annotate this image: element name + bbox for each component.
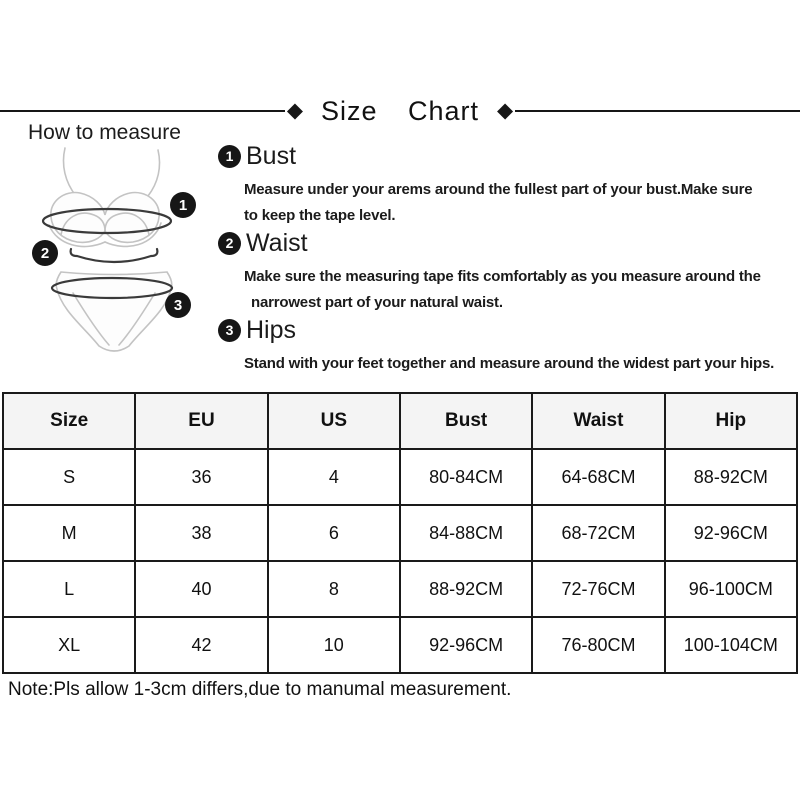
bikini-top-illustration: [49, 193, 161, 247]
measurement-figure-illustration: [15, 145, 225, 360]
step-number-badge: 1: [218, 145, 241, 168]
diamond-icon: ◆: [286, 98, 303, 122]
size-table-cell: 96-100CM: [665, 561, 797, 617]
waist-tape-line: [71, 249, 158, 262]
size-table-cell: 88-92CM: [400, 561, 532, 617]
step-label: Waist: [246, 228, 308, 257]
svg-text:2: 2: [40, 245, 50, 262]
size-table-header-cell: Bust: [400, 393, 532, 449]
figure-marker-waist: [32, 240, 58, 266]
page-title: Size Chart: [320, 95, 480, 126]
figure-marker-hips: [165, 292, 191, 318]
size-table-cell: 8: [268, 561, 400, 617]
step-label: Hips: [246, 315, 297, 344]
size-table-row: [3, 617, 797, 673]
step-heading: [218, 316, 793, 344]
step-heading: [218, 229, 793, 257]
size-table-cell: M: [3, 505, 135, 561]
figure-marker-bust: [170, 192, 196, 218]
step-number-badge: 2: [218, 232, 241, 255]
step-description: [244, 264, 793, 316]
size-table-cell: 4: [268, 449, 400, 505]
size-table-header-cell: Hip: [665, 393, 797, 449]
size-table-header-cell: Size: [3, 393, 135, 449]
size-table-row: [3, 505, 797, 561]
size-table-cell: 42: [135, 617, 267, 673]
bikini-bottom-illustration: [56, 272, 172, 351]
size-table-cell: 92-96CM: [400, 617, 532, 673]
step-label: Bust: [246, 141, 297, 170]
bikini-top-strap-left: [63, 148, 76, 196]
size-table-cell: 88-92CM: [665, 449, 797, 505]
size-table-row: [3, 561, 797, 617]
measure-step-bust: [218, 142, 793, 229]
size-table-cell: 10: [268, 617, 400, 673]
size-table-cell: 80-84CM: [400, 449, 532, 505]
size-table-cell: 40: [135, 561, 267, 617]
size-table-row: [3, 449, 797, 505]
step-description-line: narrowest part of your natural waist.: [251, 294, 503, 311]
size-table-cell: 76-80CM: [532, 617, 664, 673]
size-table-cell: 100-104CM: [665, 617, 797, 673]
diamond-icon: ◆: [497, 98, 514, 122]
step-heading: [218, 142, 793, 170]
step-number-badge: 3: [218, 319, 241, 342]
step-description: [244, 177, 793, 229]
size-table-cell: 6: [268, 505, 400, 561]
step-description-line: Stand with your feet together and measure around the widest part your hips.: [244, 355, 775, 372]
step-description-line: Make sure the measuring tape fits comfortably as you measure around the: [244, 268, 761, 285]
size-table-cell: 84-88CM: [400, 505, 532, 561]
title-rule-right: [515, 110, 800, 112]
step-description-line: Measure under your arems around the fullest part of your bust.Make sure: [244, 181, 753, 198]
measure-step-hips: [218, 316, 793, 377]
svg-text:3: 3: [173, 297, 183, 314]
step-description: [244, 351, 793, 377]
svg-text:1: 1: [178, 197, 188, 214]
size-table-header-cell: Waist: [532, 393, 664, 449]
size-table-header-cell: US: [268, 393, 400, 449]
size-table-cell: 68-72CM: [532, 505, 664, 561]
size-table-cell: 36: [135, 449, 267, 505]
size-table-header-row: [3, 393, 797, 449]
step-description-line: to keep the tape level.: [244, 207, 396, 224]
size-table-cell: 64-68CM: [532, 449, 664, 505]
size-table: [2, 392, 798, 674]
bikini-top-strap-right: [148, 150, 160, 196]
size-table-header-cell: EU: [135, 393, 267, 449]
size-table-cell: S: [3, 449, 135, 505]
how-to-measure-heading: How to measure: [28, 121, 181, 144]
measure-step-waist: [218, 229, 793, 316]
size-table-cell: L: [3, 561, 135, 617]
size-table-cell: XL: [3, 617, 135, 673]
size-table-cell: 92-96CM: [665, 505, 797, 561]
title-rule-left: [0, 110, 285, 112]
size-table-cell: 72-76CM: [532, 561, 664, 617]
note-text: Note:Pls allow 1-3cm differs,due to manumal measurement.: [8, 679, 512, 700]
size-table-cell: 38: [135, 505, 267, 561]
